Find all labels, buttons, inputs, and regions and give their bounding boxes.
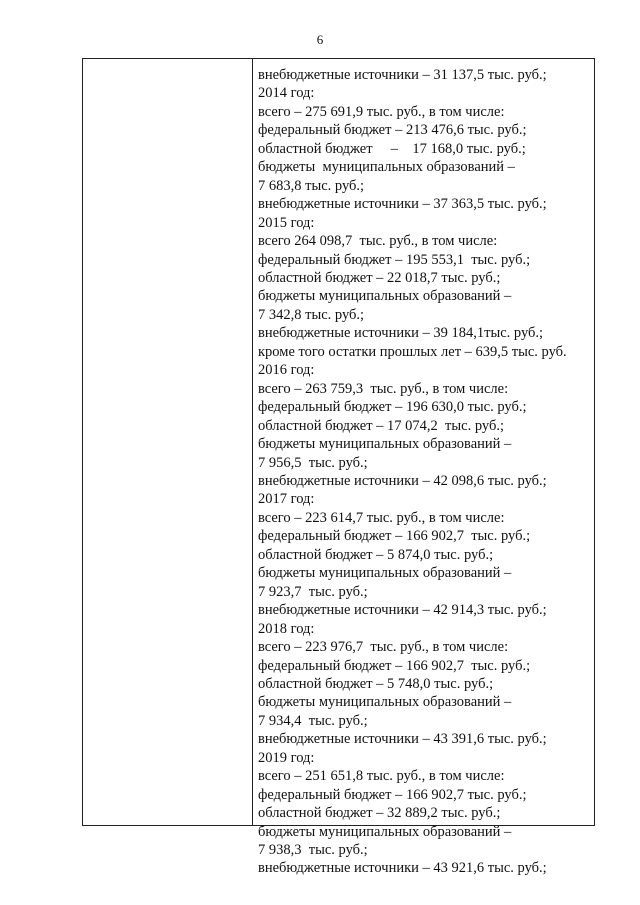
funding-table — [82, 58, 595, 877]
text-line: всего 264 098,7 тыс. руб., в том числе: — [258, 233, 498, 250]
text-line: 2017 год: — [258, 491, 315, 508]
text-line: 7 342,8 тыс. руб.; — [258, 306, 365, 323]
text-line: 2018 год: — [258, 620, 315, 637]
text-line: внебюджетные источники – 37 363,5 тыс. руб.; — [258, 196, 547, 213]
text-line: бюджеты муниципальных образований – — [258, 565, 512, 582]
text-line: областной бюджет – 32 889,2 тыс. руб.; — [258, 805, 501, 822]
text-line: бюджеты муниципальных образований – — [258, 159, 515, 176]
text-line: внебюджетные источники – 42 914,3 тыс. руб.; — [258, 602, 547, 619]
text-line: кроме того остатки прошлых лет – 639,5 тыс. руб. — [258, 343, 567, 360]
text-line: всего – 223 614,7 тыс. руб., в том числе: — [258, 509, 505, 526]
text-line: 2019 год: — [258, 749, 315, 766]
text-line: всего – 223 976,7 тыс. руб., в том числе: — [258, 639, 509, 656]
text-line: областной бюджет – 22 018,7 тыс. руб.; — [258, 269, 501, 286]
text-line: областной бюджет – 5 874,0 тыс. руб.; — [258, 546, 494, 563]
page-number: 6 — [316, 32, 324, 47]
text-line: 2015 год: — [258, 214, 315, 231]
text-line: федеральный бюджет – 195 553,1 тыс. руб.; — [258, 251, 531, 268]
text-line: 7 683,8 тыс. руб.; — [258, 177, 365, 194]
text-line: федеральный бюджет – 166 902,7 тыс. руб.; — [258, 786, 527, 803]
text-line: бюджеты муниципальных образований – — [258, 436, 512, 453]
text-line: всего – 275 691,9 тыс. руб., в том числе: — [258, 103, 505, 120]
text-line: федеральный бюджет – 166 902,7 тыс. руб.; — [258, 528, 531, 545]
text-line: областной бюджет – 17 168,0 тыс. руб.; — [258, 140, 526, 157]
text-line: внебюджетные источники – 43 921,6 тыс. руб.; — [258, 860, 547, 877]
table-right-cell — [253, 59, 594, 877]
text-line: внебюджетные источники – 31 137,5 тыс. руб.; — [258, 67, 547, 83]
text-line: всего – 263 759,3 тыс. руб., в том числе: — [258, 380, 509, 397]
text-line: 7 956,5 тыс. руб.; — [258, 454, 368, 471]
table-left-cell — [83, 59, 253, 825]
text-line: внебюджетные источники – 43 391,6 тыс. руб.; — [258, 731, 547, 748]
text-line: 7 923,7 тыс. руб.; — [258, 583, 368, 600]
text-line: 7 934,4 тыс. руб.; — [258, 712, 368, 729]
text-line: внебюджетные источники – 39 184,1тыс. руб.; — [258, 325, 544, 342]
text-line: федеральный бюджет – 196 630,0 тыс. руб.; — [258, 399, 527, 416]
text-line: бюджеты муниципальных образований – — [258, 694, 512, 711]
text-line: 2014 год: — [258, 85, 315, 102]
text-line: федеральный бюджет – 213 476,6 тыс. руб.; — [258, 122, 527, 139]
text-line: областной бюджет – 5 748,0 тыс. руб.; — [258, 675, 494, 692]
text-line: 7 938,3 тыс. руб.; — [258, 842, 368, 859]
text-line: областной бюджет – 17 074,2 тыс. руб.; — [258, 417, 504, 434]
text-line: 2016 год: — [258, 362, 315, 379]
text-line: всего – 251 651,8 тыс. руб., в том числе: — [258, 768, 505, 785]
text-line: внебюджетные источники – 42 098,6 тыс. руб.; — [258, 472, 547, 489]
text-line: бюджеты муниципальных образований – — [258, 288, 512, 305]
text-line: федеральный бюджет – 166 902,7 тыс. руб.; — [258, 657, 531, 674]
text-line: бюджеты муниципальных образований – — [258, 823, 512, 840]
